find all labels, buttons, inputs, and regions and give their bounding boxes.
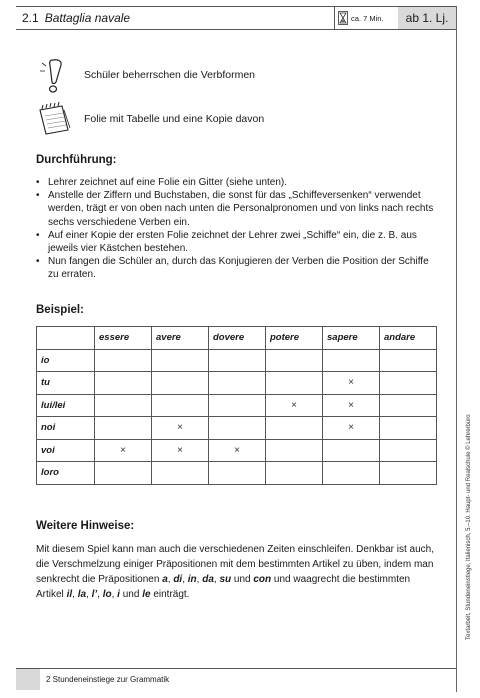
section-title [16, 11, 334, 25]
column-header: potere [266, 327, 323, 350]
column-header: dovere [209, 327, 266, 350]
grid-cell [95, 394, 152, 417]
grid-cell: × [323, 394, 380, 417]
list-item: • Nun fangen die Schüler an, durch das Konjugieren der Verben die Position der Schiffe zu erraten. [36, 255, 436, 281]
grid-cell [209, 349, 266, 372]
section-name: Battaglia navale [44, 11, 131, 25]
article: le [142, 589, 151, 600]
grid-cell: × [152, 439, 209, 462]
grid-cell [323, 349, 380, 372]
right-margin-line [456, 6, 457, 692]
grid-header-row [37, 327, 437, 350]
grid-cell [95, 417, 152, 440]
grid-cell [95, 372, 152, 395]
row-header: voi [37, 439, 95, 462]
grid-cell [266, 417, 323, 440]
grid-cell [152, 462, 209, 485]
grid-cell [266, 439, 323, 462]
example-heading: Beispiel: [36, 304, 84, 316]
grid-cell: × [266, 394, 323, 417]
grid-cell [323, 439, 380, 462]
footer-text: 2 Stundeneinstiege zur Grammatik [46, 675, 170, 684]
page-footer [16, 668, 456, 690]
material-row [36, 100, 264, 138]
hourglass-icon [338, 11, 348, 25]
grid-cell [380, 394, 437, 417]
article: i [117, 589, 120, 600]
battleship-grid [36, 326, 437, 485]
grid-cell [380, 439, 437, 462]
prep: con [253, 574, 272, 585]
procedure-list [36, 176, 436, 282]
notepad-icon [36, 100, 74, 138]
grid-cell [380, 349, 437, 372]
exclamation-icon [36, 56, 74, 94]
grade-badge: ab 1. Lj. [398, 7, 456, 29]
prep: da [202, 574, 214, 585]
article: l’ [91, 589, 98, 600]
grid-cell [266, 372, 323, 395]
procedure-heading: Durchführung: [36, 154, 117, 166]
list-item: • Anstelle der Ziffern und Buchstaben, die sonst für das „Schiffeversenken“ verwendet werden, trägt er von oben nach unten die Personalpronomen und von links nach rechts sechs verschiedene Verben ein. [36, 189, 436, 229]
grid-cell [95, 462, 152, 485]
page-header [16, 6, 456, 30]
notes-heading: Weitere Hinweise: [36, 520, 135, 532]
table-row [37, 462, 437, 485]
notes-paragraph: Mit diesem Spiel kann man auch die verschiedenen Zeiten einschleifen. Denkbar ist auch, die Verschmelzung einiger Präpositionen mit dem bestimmten Artikel zu üben, indem man senkrecht die Präpositionen a, di, in, da, su und con und waagrecht die bestimmten Artikel il, la, l’, lo, i und le einträgt. [36, 544, 434, 600]
row-header: tu [37, 372, 95, 395]
table-row [37, 439, 437, 462]
grid-cell [266, 349, 323, 372]
copyright-vertical-text: Textarbeit, Stundeneinstiege, Italienisch, 5.–10. Haupt- und Realschule © Lehrerbüro [466, 414, 472, 640]
grid-cell [152, 372, 209, 395]
grid-cell [323, 462, 380, 485]
grid-cell: × [323, 372, 380, 395]
row-header: noi [37, 417, 95, 440]
prep: in [187, 574, 197, 585]
notes-text-3: einträgt. [150, 589, 190, 600]
grid-cell [380, 417, 437, 440]
grid-cell [209, 394, 266, 417]
grid-cell [209, 372, 266, 395]
time-label: ca. 7 Min. [351, 13, 384, 23]
grid-cell [266, 462, 323, 485]
table-row [37, 349, 437, 372]
prep: di [173, 574, 183, 585]
notes-text-1: Mit diesem Spiel kann man auch die verschiedenen Zeiten einschleifen. Denkbar ist auch, die Verschmelzung einiger Präpositionen mit dem bestimmten Artikel zu üben, indem man senkrecht die Präpositionen [36, 544, 434, 585]
grid-cell: × [209, 439, 266, 462]
grid-cell [209, 462, 266, 485]
grid-cell [380, 372, 437, 395]
article: il [66, 589, 73, 600]
prep: su [219, 574, 232, 585]
list-item: • Lehrer zeichnet auf eine Folie ein Gitter (siehe unten). [36, 176, 436, 189]
list-item: • Auf einer Kopie der ersten Folie zeichnet der Lehrer zwei „Schiffe“ ein, die z. B. aus jeweils vier Kästchen bestehen. [36, 229, 436, 255]
column-header: sapere [323, 327, 380, 350]
grid-cell [380, 462, 437, 485]
row-header: loro [37, 462, 95, 485]
grid-cell: × [323, 417, 380, 440]
grid-cell [209, 417, 266, 440]
goal-text: Schüler beherrschen die Verbformen [84, 69, 256, 81]
row-header: io [37, 349, 95, 372]
table-row [37, 372, 437, 395]
section-number: 2.1 [22, 11, 39, 25]
article: lo [102, 589, 112, 600]
prep: a [162, 574, 168, 585]
column-header: andare [380, 327, 437, 350]
notes-text-2: und waagrecht die bestimmten Artikel [36, 574, 411, 600]
table-row [37, 417, 437, 440]
column-header: avere [152, 327, 209, 350]
footer-gray-block [16, 669, 40, 690]
time-box [334, 7, 398, 29]
grid-cell: × [152, 417, 209, 440]
material-text: Folie mit Tabelle und eine Kopie davon [84, 113, 265, 125]
grid-corner [37, 327, 95, 350]
row-header: lui/lei [37, 394, 95, 417]
goal-row [36, 56, 255, 94]
grid-cell [152, 394, 209, 417]
grid-cell [95, 349, 152, 372]
table-row [37, 394, 437, 417]
grid-cell: × [95, 439, 152, 462]
grid-cell [152, 349, 209, 372]
article: la [77, 589, 87, 600]
column-header: essere [95, 327, 152, 350]
